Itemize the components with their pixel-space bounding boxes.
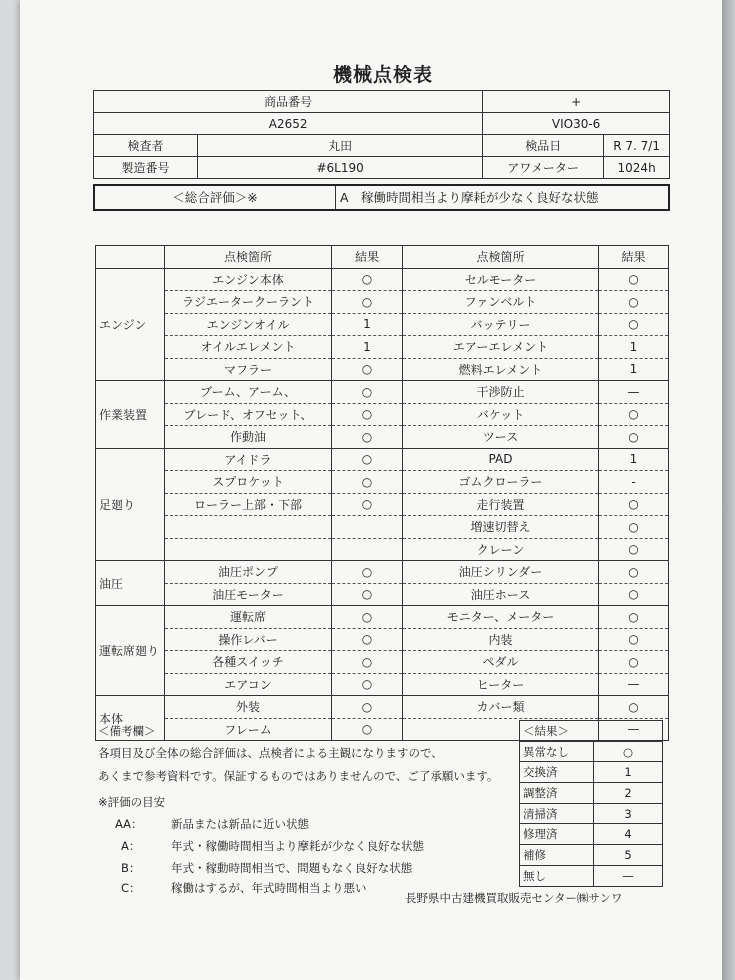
checklist-result: ○ <box>332 696 403 719</box>
checklist-result: ○ <box>599 493 669 516</box>
inspector-label: 検査者 <box>94 135 198 157</box>
checklist-result: ○ <box>332 561 403 584</box>
checklist-item: PAD <box>403 448 599 471</box>
overall-evaluation-value: A 稼働時間相当より摩耗が少なく良好な状態 <box>340 190 599 205</box>
checklist-result: ○ <box>599 516 669 539</box>
grade-code: C： <box>121 881 141 895</box>
checklist-item: カバー類 <box>403 696 599 719</box>
checklist-item: エアコン <box>165 673 332 696</box>
checklist-item: マフラー <box>165 358 332 381</box>
checklist-result: ○ <box>332 628 403 651</box>
checklist-result: 1 <box>332 313 403 336</box>
checklist-item: 作動油 <box>165 426 332 449</box>
checklist-item: ファンベルト <box>403 291 599 314</box>
result-legend-code: 4 <box>594 824 663 845</box>
grade-code: AA： <box>115 817 143 831</box>
checklist-category: 足廻り <box>96 448 165 561</box>
checklist-result: — <box>599 381 669 404</box>
product-header-table <box>93 90 670 179</box>
checklist-item: バケット <box>403 403 599 426</box>
checklist-item: ヒーター <box>403 673 599 696</box>
result-legend-label: 補修 <box>520 845 594 866</box>
result-legend-label: 清掃済 <box>520 803 594 824</box>
inspection-checklist <box>95 245 669 741</box>
result-legend-label: 無し <box>520 865 594 886</box>
checklist-result: ○ <box>332 673 403 696</box>
checklist-item: ローラー上部・下部 <box>165 493 332 516</box>
checklist-result: ○ <box>599 651 669 674</box>
checklist-item: エアーエレメント <box>403 336 599 359</box>
result-legend-heading: ＜結果＞ <box>520 721 663 742</box>
result-legend-code: 3 <box>594 803 663 824</box>
header-mark: + <box>483 91 670 113</box>
overall-evaluation <box>93 184 670 211</box>
checklist-result: ○ <box>332 583 403 606</box>
checklist-head-result: 結果 <box>599 246 669 269</box>
checklist-result: 1 <box>599 336 669 359</box>
checklist-result: ○ <box>332 471 403 494</box>
checklist-item: 外装 <box>165 696 332 719</box>
checklist-item: ゴムクローラー <box>403 471 599 494</box>
remarks-section <box>95 720 520 895</box>
result-legend-label: 異常なし <box>520 741 594 762</box>
checklist-item: 走行装置 <box>403 493 599 516</box>
checklist-result: ○ <box>599 268 669 291</box>
page-title: 機械点検表 <box>333 64 434 86</box>
checklist-item: 内装 <box>403 628 599 651</box>
checklist-result: ○ <box>599 291 669 314</box>
remarks-line: 各項目及び全体の総合評価は、点検者による主観になりますので、 <box>98 746 443 760</box>
hour-meter-value: 1024h <box>604 157 670 179</box>
checklist-result: ○ <box>332 403 403 426</box>
checklist-item: ブーム、アーム、 <box>165 381 332 404</box>
result-legend-label: 交換済 <box>520 762 594 783</box>
model-value: VIO30-6 <box>483 113 670 135</box>
checklist-result: ○ <box>332 448 403 471</box>
result-legend-label: 調整済 <box>520 783 594 804</box>
checklist-head-item: 点検箇所 <box>403 246 599 269</box>
inspection-date-value: R 7. 7/1 <box>604 135 670 157</box>
checklist-item: ブレード、オフセット、 <box>165 403 332 426</box>
checklist-corner <box>96 246 165 269</box>
checklist-result: — <box>599 673 669 696</box>
paper-edge-shadow <box>722 0 735 980</box>
checklist-item: エンジン本体 <box>165 268 332 291</box>
checklist-result: ○ <box>599 583 669 606</box>
grade-description: 新品または新品に近い状態 <box>171 817 309 831</box>
checklist-result: ○ <box>599 403 669 426</box>
checklist-category: 油圧 <box>96 561 165 606</box>
checklist-result: ○ <box>332 606 403 629</box>
checklist-item: エンジンオイル <box>165 313 332 336</box>
grade-guide-heading: ※評価の目安 <box>98 795 166 809</box>
checklist-item: ペダル <box>403 651 599 674</box>
checklist-item <box>165 538 332 561</box>
checklist-item: 燃料エレメント <box>403 358 599 381</box>
checklist-result: 1 <box>599 358 669 381</box>
overall-evaluation-label: ＜総合評価＞※ <box>95 186 336 209</box>
checklist-result: ○ <box>599 538 669 561</box>
result-legend-code: — <box>594 865 663 886</box>
checklist-result: ○ <box>332 358 403 381</box>
checklist-result: 1 <box>599 448 669 471</box>
checklist-item: 油圧モーター <box>165 583 332 606</box>
serial-number-label: 製造番号 <box>94 157 198 179</box>
result-legend-table <box>519 720 663 887</box>
checklist-item: アイドラ <box>165 448 332 471</box>
checklist-head-item: 点検箇所 <box>165 246 332 269</box>
footer-company: 長野県中古建機買取販売センター㈱サンワ <box>405 891 623 905</box>
checklist-result: ○ <box>599 696 669 719</box>
checklist-result: ○ <box>599 606 669 629</box>
remarks-line: あくまで参考資料です。保証するものではありませんので、ご了承願います。 <box>98 769 499 783</box>
checklist-result: ○ <box>332 718 403 741</box>
checklist-result: ○ <box>332 493 403 516</box>
checklist-item: クレーン <box>403 538 599 561</box>
checklist-item <box>165 516 332 539</box>
inspection-date-label: 検品日 <box>483 135 604 157</box>
grade-description: 年式・稼働時間相当より摩耗が少なく良好な状態 <box>171 839 424 853</box>
inspector-value: 丸田 <box>198 135 483 157</box>
serial-number-value: #6L190 <box>198 157 483 179</box>
checklist-category: 運転席廻り <box>96 606 165 696</box>
checklist-item: バッテリー <box>403 313 599 336</box>
checklist-item: ツース <box>403 426 599 449</box>
checklist-result: ○ <box>599 313 669 336</box>
checklist-category: 本体 <box>96 696 165 741</box>
checklist-item: セルモーター <box>403 268 599 291</box>
product-number-label: 商品番号 <box>94 91 483 113</box>
checklist-item: 油圧ポンプ <box>165 561 332 584</box>
checklist-item: 運転席 <box>165 606 332 629</box>
checklist-item: スプロケット <box>165 471 332 494</box>
result-legend-code: 5 <box>594 845 663 866</box>
checklist-result: 1 <box>332 336 403 359</box>
checklist-item: オイルエレメント <box>165 336 332 359</box>
result-legend-label: 修理済 <box>520 824 594 845</box>
grade-code: B： <box>121 861 141 875</box>
checklist-result: ○ <box>599 628 669 651</box>
checklist-result: ○ <box>332 381 403 404</box>
grade-code: A： <box>121 839 141 853</box>
result-legend-code: 2 <box>594 783 663 804</box>
checklist-result: ○ <box>332 268 403 291</box>
hour-meter-label: アワメーター <box>483 157 604 179</box>
checklist-result: ○ <box>332 651 403 674</box>
grade-description: 年式・稼動時間相当で、問題もなく良好な状態 <box>171 861 413 875</box>
checklist-head-result: 結果 <box>332 246 403 269</box>
checklist-result: ○ <box>332 426 403 449</box>
checklist-result <box>332 516 403 539</box>
checklist-category: 作業装置 <box>96 381 165 449</box>
product-number-value: A2652 <box>94 113 483 135</box>
checklist-item: 増速切替え <box>403 516 599 539</box>
checklist-item: 各種スイッチ <box>165 651 332 674</box>
checklist-item: ラジエータークーラント <box>165 291 332 314</box>
remarks-heading: ＜備考欄＞ <box>98 724 156 738</box>
checklist-item: 油圧ホース <box>403 583 599 606</box>
checklist-item: 油圧シリンダー <box>403 561 599 584</box>
checklist-item: 操作レバー <box>165 628 332 651</box>
checklist-item: モニター、メーター <box>403 606 599 629</box>
checklist-result <box>332 538 403 561</box>
grade-description: 稼働はするが、年式時間相当より悪い <box>171 881 367 895</box>
checklist-category: エンジン <box>96 268 165 381</box>
result-legend-code: ○ <box>594 741 663 762</box>
checklist-result: - <box>599 471 669 494</box>
checklist-result: ○ <box>599 561 669 584</box>
result-legend-code: 1 <box>594 762 663 783</box>
checklist-result: — <box>599 718 669 741</box>
checklist-item: 干渉防止 <box>403 381 599 404</box>
checklist-result: ○ <box>599 426 669 449</box>
checklist-result: ○ <box>332 291 403 314</box>
checklist-item: フレーム <box>165 718 332 741</box>
